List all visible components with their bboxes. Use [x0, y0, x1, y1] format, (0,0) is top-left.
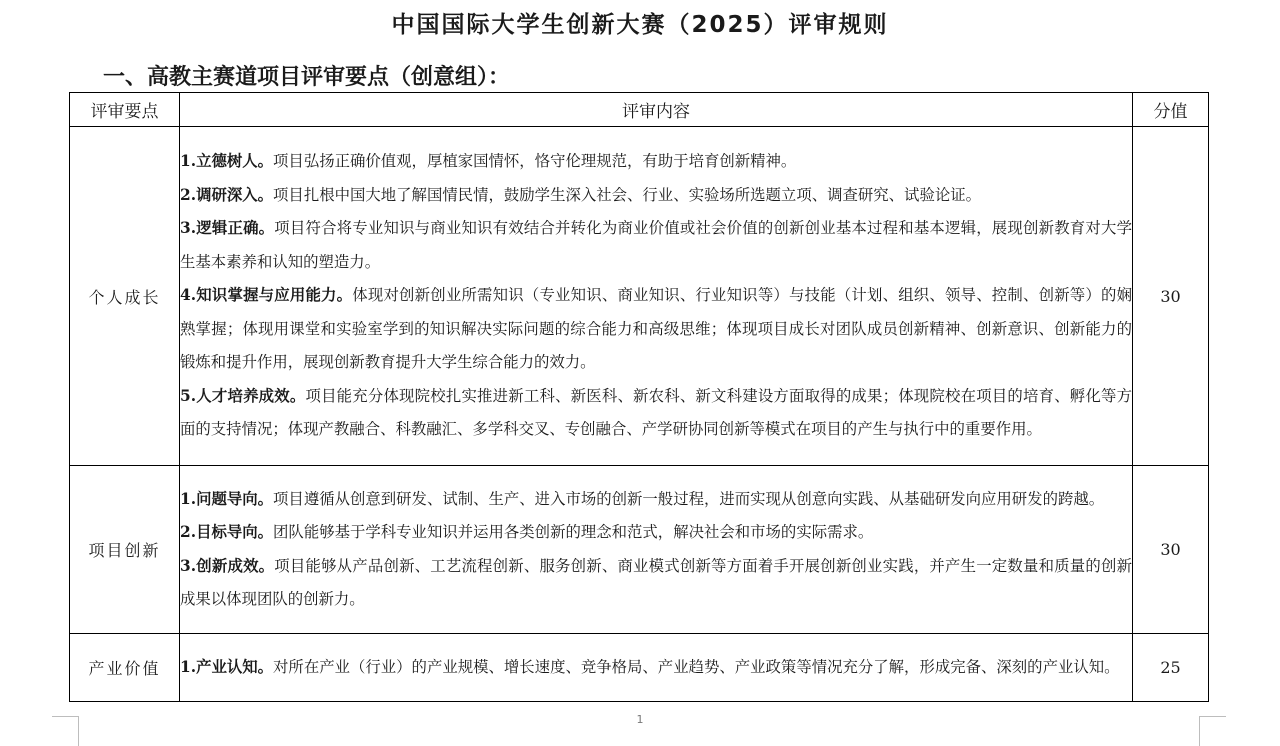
content-cell: [180, 466, 1133, 634]
item-title: 3.逻辑正确。: [180, 219, 275, 238]
item-title: 1.立德树人。: [180, 152, 274, 171]
document-title: 中国国际大学生创新大赛（2025）评审规则: [391, 12, 889, 38]
page-number: 1: [636, 713, 644, 726]
table-header-row: [70, 93, 1209, 127]
item-text: 项目能够从产品创新、工艺流程创新、服务创新、商业模式创新等方面着手开展创新创业实践，并产生一定数量和质量的创新成果以体现团队的创新力。: [180, 556, 1132, 608]
criteria-item: [180, 212, 1132, 279]
item-title: 4.知识掌握与应用能力。: [180, 286, 353, 305]
content-cell: [180, 127, 1133, 466]
item-text: 对所在产业（行业）的产业规模、增长速度、竞争格局、产业趋势、产业政策等情况充分了解，形成完备、深刻的产业认知。: [273, 657, 1120, 676]
section-heading: 一、高教主赛道项目评审要点（创意组）：: [103, 65, 511, 90]
item-text: 项目符合将专业知识与商业知识有效结合并转化为商业价值或社会价值的创新创业基本过程和基本逻辑，展现创新教育对大学生基本素养和认知的塑造力。: [180, 219, 1132, 271]
page-corner-mark-left: [52, 716, 79, 746]
criteria-item: [180, 550, 1132, 617]
table-row: [70, 127, 1209, 466]
content-cell: [180, 634, 1133, 702]
item-text: 团队能够基于学科专业知识并运用各类创新的理念和范式，解决社会和市场的实际需求。: [273, 523, 874, 541]
item-title: 1.产业认知。: [180, 657, 274, 676]
criteria-cell: 项目创新: [70, 466, 180, 634]
score-cell: 30: [1133, 127, 1209, 466]
item-text: 项目弘扬正确价值观，厚植家国情怀，恪守伦理规范，有助于培育创新精神。: [273, 152, 797, 171]
item-text: 项目能充分体现院校扎实推进新工科、新医科、新农科、新文科建设方面取得的成果；体现院校在项目的培育、孵化等方面的支持情况；体现产教融合、科教融汇、多学科交叉、专创融合、产学研协同创新等模式在项目的产生与执行中的重要作用。: [180, 386, 1132, 439]
header-criteria: 评审要点: [70, 93, 180, 127]
criteria-item: [180, 279, 1132, 380]
score-cell: 30: [1133, 466, 1209, 634]
item-title: 2.目标导向。: [180, 523, 274, 541]
item-title: 2.调研深入。: [180, 185, 274, 204]
score-cell: 25: [1133, 634, 1209, 702]
criteria-item: [180, 516, 1132, 550]
table-row: [70, 634, 1209, 702]
criteria-item: [180, 380, 1132, 447]
item-text: 体现对创新创业所需知识（专业知识、商业知识、行业知识等）与技能（计划、组织、领导、控制、创新等）的娴熟掌握；体现用课堂和实验室学到的知识解决实际问题的综合能力和高级思维；体现项目成长对团队成员创新精神、创新意识、创新能力的锻炼和提升作用，展现创新教育提升大学生综合能力的效力。: [180, 286, 1132, 372]
item-text: 项目扎根中国大地了解国情民情，鼓励学生深入社会、行业、实验场所选题立项、调查研究、试验论证。: [273, 185, 982, 204]
criteria-item: [180, 145, 1132, 179]
criteria-item: [180, 651, 1132, 685]
table-row: [70, 466, 1209, 634]
item-title: 5.人才培养成效。: [180, 386, 306, 405]
header-score: 分值: [1133, 93, 1209, 127]
criteria-cell: 个人成长: [70, 127, 180, 466]
criteria-item: [180, 179, 1132, 213]
evaluation-table: [69, 92, 1209, 702]
item-title: 3.创新成效。: [180, 556, 275, 575]
item-text: 项目遵循从创意到研发、试制、生产、进入市场的创新一般过程，进而实现从创意向实践、从基础研发向应用研发的跨越。: [273, 489, 1105, 508]
header-content: 评审内容: [180, 93, 1133, 127]
criteria-cell: 产业价值: [70, 634, 180, 702]
item-title: 1.问题导向。: [180, 489, 274, 508]
page-corner-mark-right: [1199, 716, 1226, 746]
criteria-item: [180, 483, 1132, 517]
